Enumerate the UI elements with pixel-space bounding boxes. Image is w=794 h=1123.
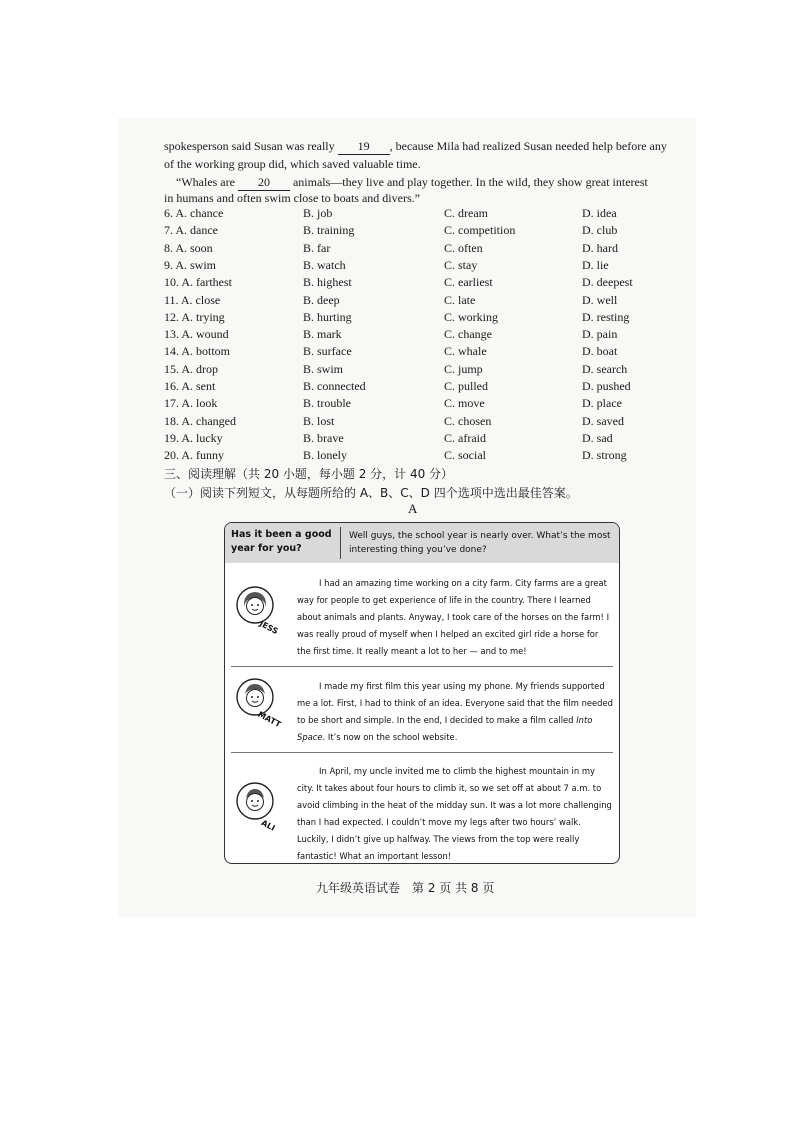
option-8-b: B. far xyxy=(303,240,331,255)
option-10-c: C. earliest xyxy=(444,275,493,290)
option-17-c: C. move xyxy=(444,396,485,411)
option-17-d: D. place xyxy=(582,396,622,411)
option-20-c: C. social xyxy=(444,448,486,463)
option-15-b: B. swim xyxy=(303,361,344,376)
option-12-a: 12. A. trying xyxy=(164,309,225,324)
option-17-a: 17. A. look xyxy=(164,396,218,411)
option-17-b: B. trouble xyxy=(303,396,351,411)
passage-line-1: spokesperson said Susan was really 19 , because Mila had realized Susan needed help before any xyxy=(164,139,667,153)
option-6-c: C. dream xyxy=(444,206,488,220)
option-20-a: 20. A. funny xyxy=(164,448,224,463)
jess-story: I had an amazing time working on a city farm. City farms are a great way for people to get experience of life in the country. There I learned about animals and plants. Anyway, I took care of the horses on the farm! I was really proud of myself when I helped an excited girl ride a horse for the first time. It really meant a lot to her — and to me! xyxy=(297,578,610,656)
option-19-d: D. sad xyxy=(582,430,613,445)
option-14-d: D. boat xyxy=(582,344,618,359)
option-18-d: D. saved xyxy=(582,413,624,428)
option-6-d: D. idea xyxy=(582,206,617,220)
option-9-d: D. lie xyxy=(582,257,609,272)
option-8-c: C. often xyxy=(444,240,483,255)
matt-name: MATT xyxy=(256,709,283,730)
option-19-a: 19. A. lucky xyxy=(164,430,223,445)
option-18-b: B. lost xyxy=(303,413,335,428)
option-11-d: D. well xyxy=(582,292,618,307)
option-12-c: C. working xyxy=(444,309,498,324)
option-7-a: 7. A. dance xyxy=(164,223,218,238)
option-10-a: 10. A. farthest xyxy=(164,275,232,290)
page-footer: 九年级英语试卷 第 2 页 共 8 页 xyxy=(316,881,495,895)
ali-name: ALI xyxy=(259,818,277,833)
option-10-d: D. deepest xyxy=(582,275,633,290)
option-9-b: B. watch xyxy=(303,257,346,272)
option-15-c: C. jump xyxy=(444,361,483,376)
option-6-b: B. job xyxy=(303,206,333,220)
option-14-b: B. surface xyxy=(303,344,352,359)
reading-card xyxy=(224,522,620,864)
option-7-b: B. training xyxy=(303,223,355,238)
option-16-d: D. pushed xyxy=(582,379,631,393)
blank-20: 20 xyxy=(238,174,290,191)
option-7-d: D. club xyxy=(582,223,618,238)
card-prompt: Well guys, the school year is nearly over. What’s the most interesting thing you’ve done? xyxy=(349,531,611,555)
option-13-c: C. change xyxy=(444,327,492,342)
option-7-c: C. competition xyxy=(444,223,516,238)
option-11-b: B. deep xyxy=(303,292,340,307)
option-19-c: C. afraid xyxy=(444,430,486,445)
option-9-a: 9. A. swim xyxy=(164,257,217,272)
card-header xyxy=(225,523,619,563)
passage-letter: A xyxy=(408,501,418,516)
ali-story: In April, my uncle invited me to climb the highest mountain in my city. It takes about four hours to climb it, so we set off at about 7 a.m. to avoid climbing in the heat of the midday sun. It was a lot more challenging than I had expected. I couldn’t move my legs after two hours’ walk. Luckily, I didn’t give up halfway. The views from the top were really fantastic! What an important lesson! xyxy=(297,766,612,861)
option-18-a: 18. A. changed xyxy=(164,413,236,428)
card-question: Has it been a good year for you? xyxy=(231,529,332,554)
option-8-d: D. hard xyxy=(582,240,618,255)
passage-line-2: of the working group did, which saved valuable time. xyxy=(164,157,421,171)
section-heading: 三、阅读理解（共 20 小题，每小题 2 分，计 40 分） xyxy=(164,467,454,481)
option-12-d: D. resting xyxy=(582,309,630,324)
option-9-c: C. stay xyxy=(444,257,478,272)
section-instructions: （一）阅读下列短文，从每题所给的 A、B、C、D 四个选项中选出最佳答案。 xyxy=(164,486,578,500)
passage-line-3: “Whales are 20 animals—they live and play together. In the wild, they show great interest xyxy=(176,175,648,189)
option-14-a: 14. A. bottom xyxy=(164,344,231,359)
blank-19: 19 xyxy=(338,138,390,155)
option-11-c: C. late xyxy=(444,292,476,307)
option-10-b: B. highest xyxy=(303,275,352,290)
option-14-c: C. whale xyxy=(444,344,487,359)
option-12-b: B. hurting xyxy=(303,309,352,324)
option-18-c: C. chosen xyxy=(444,413,492,428)
option-16-c: C. pulled xyxy=(444,379,488,393)
matt-avatar-icon xyxy=(235,677,275,717)
story-divider xyxy=(231,666,613,667)
ali-avatar-icon xyxy=(235,781,275,821)
matt-story-tail: . It’s now on the school website. xyxy=(322,732,458,742)
option-8-a: 8. A. soon xyxy=(164,240,213,255)
jess-name: JESS xyxy=(258,618,280,637)
header-divider xyxy=(340,527,341,559)
option-11-a: 11. A. close xyxy=(164,292,221,307)
story-divider xyxy=(231,752,613,753)
jess-avatar-icon xyxy=(235,585,275,625)
option-13-b: B. mark xyxy=(303,327,342,342)
option-13-d: D. pain xyxy=(582,327,618,342)
option-20-d: D. strong xyxy=(582,448,627,463)
matt-story: I made my first film this year using my phone. My friends supported me a lot. First, I had to think of an idea. Everyone said that the film needed to be short and simple. In the end, I decided to make a film called Into Space. It’s now on the school website. xyxy=(297,681,613,742)
option-16-a: 16. A. sent xyxy=(164,379,216,393)
option-16-b: B. connected xyxy=(303,379,366,393)
option-13-a: 13. A. wound xyxy=(164,327,229,342)
option-6-a: 6. A. chance xyxy=(164,206,224,220)
passage-line-4: in humans and often swim close to boats and divers.” xyxy=(164,191,420,205)
option-19-b: B. brave xyxy=(303,430,344,445)
option-15-a: 15. A. drop xyxy=(164,361,218,376)
option-20-b: B. lonely xyxy=(303,448,347,463)
option-15-d: D. search xyxy=(582,361,628,376)
